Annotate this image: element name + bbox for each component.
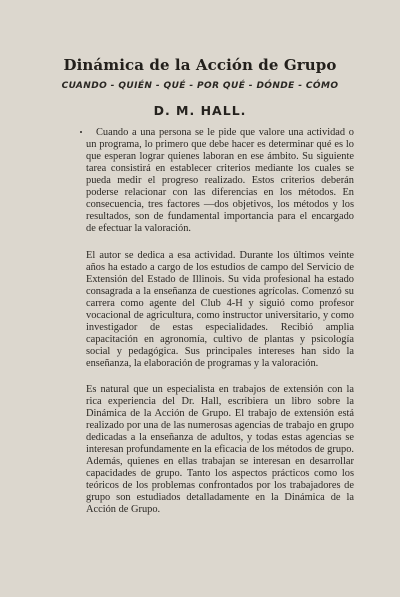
paragraph-book-summary: Es natural que un especialista en trabajos de extensión con la rica experiencia del Dr. Hall, escribiera un libro sobre la Dinámica de la Acción de Grupo. El trabajo de extensión está realizado por una de las numerosas agencias de trabajo en grupo dedicadas a la enseñanza de adultos, y todas estas agencias se interesan profundamente en la eficacia de los métodos de grupo. Además, quienes en ellas trabajan se interesan en desarrollar capacidades de grupo. Tanto los aspectos prácticos como los teóricos de los problemas confrontados por los trabajadores de grupo son estudiados detalladamente en la Dinámica de la Acción de Grupo. [86,384,354,515]
paragraph-author-bio: El autor se dedica a esa actividad. Durante los últimos veinte años ha estado a cargo de los estudios de campo del Servicio de Extensión del Estado de Illinois. Su vida profesional ha estado consagrada a la enseñanza de cuestiones agrícolas. Comenzó su carrera como agente del Club 4-H y siguió como profesor vocacional de agricultura, como instructor universitario, y como investigador de estas especialidades. Recibió amplia capacitación en agronomía, cultivo de plantas y psicología social y pedagógica. Sus principales intereses han sido la enseñanza, la elaboración de programas y la valoración. [86,250,354,369]
paragraph-text: Cuando a una persona se le pide que valore una actividad o un programa, lo primero que debe hacer es determinar qué es lo que esperan lograr quienes laboran en ese ámbito. Su siguiente tarea consistirá en establecer criterios mediante los cuales se pueda medir el progreso realizado. Estos criterios deberán poderse relacionar con las diferencias en los métodos. En consecuencia, tres factores —dos objetivos, los métodos y los resultados, son de fundamental importancia para el encargado de efectuar la valoración. [86,127,354,234]
author-name: D. M. HALL. [153,103,247,118]
paragraph-intro [86,127,354,235]
page-title: Dinámica de la Acción de Grupo [63,56,337,74]
page-subtitle: CUANDO - QUIÉN - QUÉ - POR QUÉ - DÓNDE - CÓMO [61,81,339,91]
bullet-mark [80,131,82,133]
